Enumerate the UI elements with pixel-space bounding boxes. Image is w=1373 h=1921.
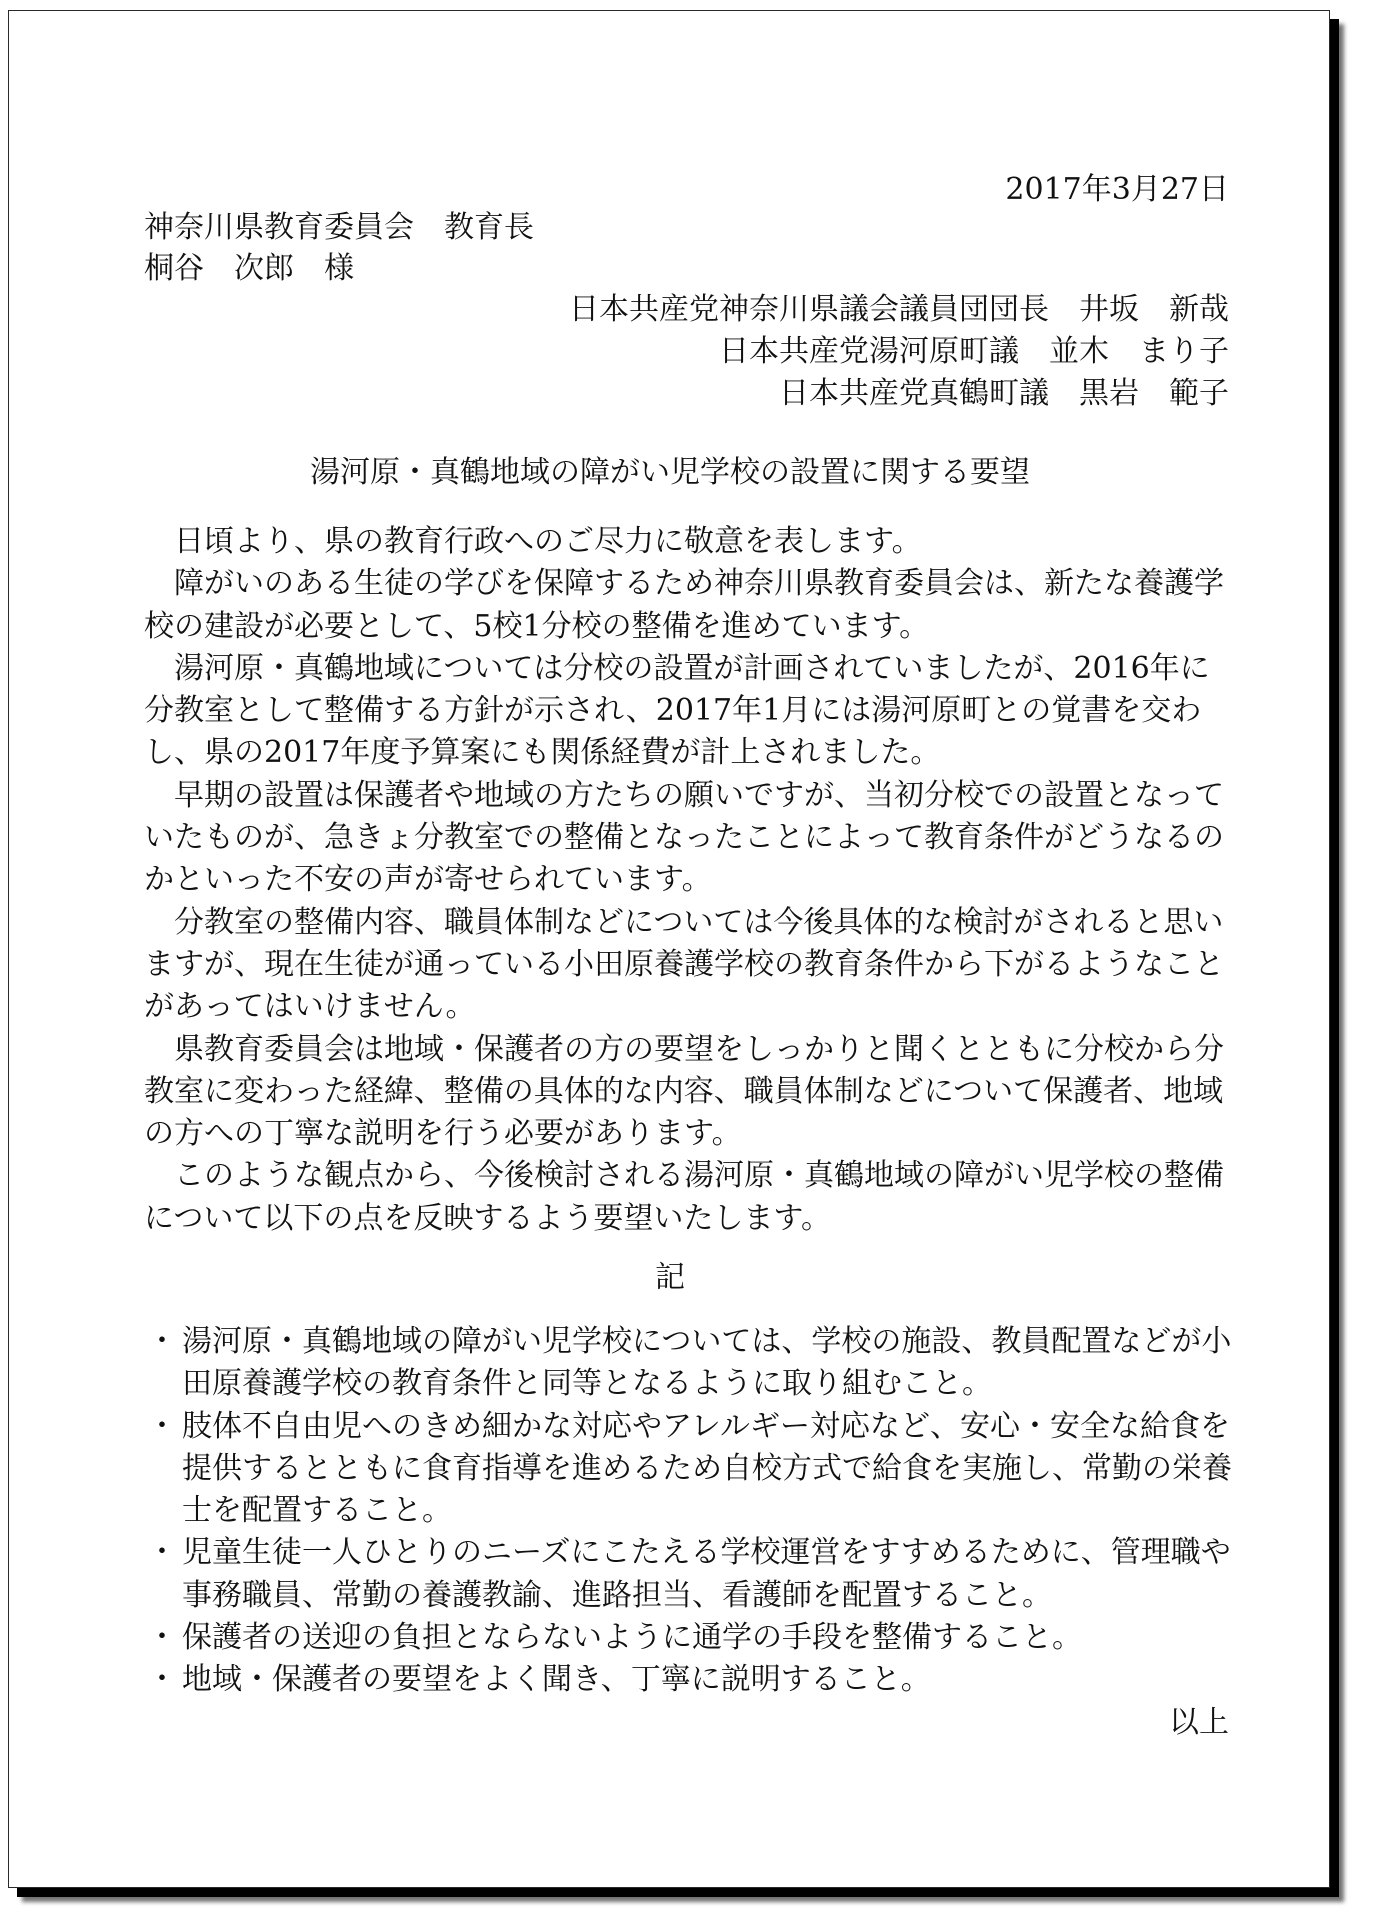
bullet-mark: ・ xyxy=(147,1408,177,1444)
request-item-text: 保護者の送迎の負担とならないように通学の手段を整備すること。 xyxy=(182,1620,1082,1656)
body-paragraph: 早期の設置は保護者や地域の方たちの願いですが、当初分校での設置となっていたものが、急きょ分教室での整備となったことによって教育条件がどうなるのかといった不安の声が寄せられています。 xyxy=(144,777,1224,898)
request-item xyxy=(147,1321,1239,1406)
sender-line: 日本共産党神奈川県議会議員団団長 井坂 新哉 xyxy=(569,292,1229,327)
document-page xyxy=(8,10,1330,1888)
body-paragraph: 日頃より、県の教育行政へのご尽力に敬意を表します。 xyxy=(174,524,922,559)
letter-body xyxy=(144,521,1236,1240)
request-item xyxy=(147,1659,1239,1701)
letter-date: 2017年3月27日 xyxy=(1005,172,1229,207)
request-item-text: 湯河原・真鶴地域の障がい児学校については、学校の施設、教員配置などが小田原養護学校の教育条件と同等となるように取り組むこと。 xyxy=(182,1324,1232,1402)
addressee-organization: 神奈川県教育委員会 教育長 xyxy=(144,210,534,245)
request-item xyxy=(147,1406,1239,1533)
request-item xyxy=(147,1617,1239,1659)
request-item-text: 地域・保護者の要望をよく聞き、丁寧に説明すること。 xyxy=(182,1662,931,1698)
bullet-mark: ・ xyxy=(147,1662,177,1698)
sender-line: 日本共産党真鶴町議 黒岩 範子 xyxy=(779,376,1229,411)
bullet-mark: ・ xyxy=(147,1324,177,1359)
bullet-mark: ・ xyxy=(147,1620,177,1656)
body-paragraph: 分教室の整備内容、職員体制などについては今後具体的な検討がされると思いますが、現在生徒が通っている小田原養護学校の教育条件から下がるようなことがあってはいけません。 xyxy=(144,904,1224,1025)
body-paragraph: 県教育委員会は地域・保護者の方の要望をしっかりと聞くとともに分校から分教室に変わった経緯、整備の具体的な内容、職員体制などについて保護者、地域の方への丁寧な説明を行う必要があります。 xyxy=(144,1031,1224,1152)
addressee-name: 桐谷 次郎 様 xyxy=(144,251,354,286)
request-item-text: 肢体不自由児へのきめ細かな対応やアレルギー対応など、安心・安全な給食を提供するとともに食育指導を進めるため自校方式で給食を実施し、常勤の栄養士を配置すること。 xyxy=(182,1408,1232,1529)
request-item-text: 児童生徒一人ひとりのニーズにこたえる学校運営をすすめるために、管理職や事務職員、常勤の養護教諭、進路担当、看護師を配置すること。 xyxy=(182,1535,1231,1613)
request-list xyxy=(147,1321,1239,1702)
sender-line: 日本共産党湯河原町議 並木 まり子 xyxy=(719,334,1229,369)
document-title: 湯河原・真鶴地域の障がい児学校の設置に関する要望 xyxy=(310,455,1030,490)
request-item xyxy=(147,1532,1239,1617)
body-paragraph: 障がいのある生徒の学びを保障するため神奈川県教育委員会は、新たな養護学校の建設が必要として、5校1分校の整備を進めています。 xyxy=(144,566,1224,644)
body-paragraph: このような観点から、今後検討される湯河原・真鶴地域の障がい児学校の整備について以下の点を反映するよう要望いたします。 xyxy=(144,1158,1224,1236)
body-paragraph: 湯河原・真鶴地域については分校の設置が計画されていましたが、2016年に分教室として整備する方針が示され、2017年1月には湯河原町との覚書を交わし、県の2017年度予算案にも関係経費が計上されました。 xyxy=(144,650,1210,771)
bullet-mark: ・ xyxy=(147,1535,177,1571)
ki-heading: 記 xyxy=(655,1260,685,1295)
closing-mark: 以上 xyxy=(1169,1705,1229,1740)
